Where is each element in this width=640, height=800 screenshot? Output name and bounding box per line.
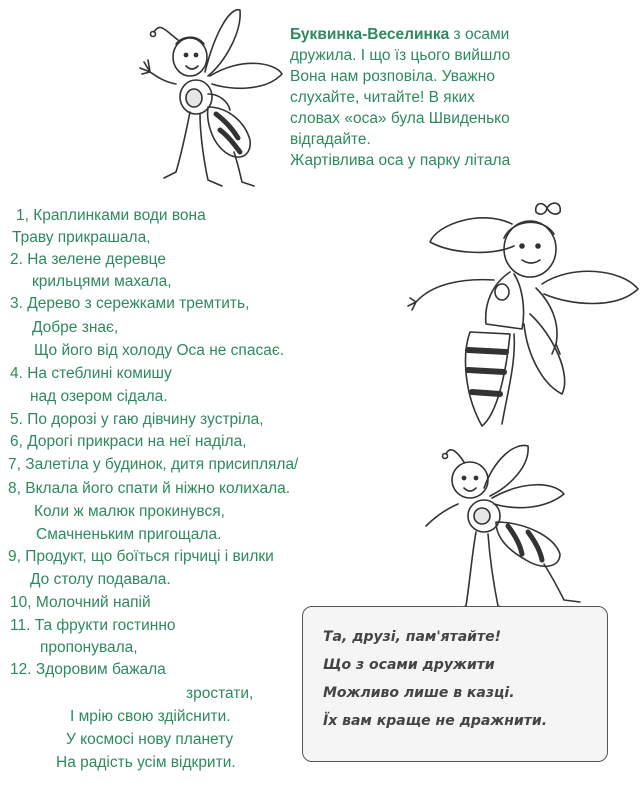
poem-line: 11. Та фрукти гостинно xyxy=(10,617,176,634)
poem-line: 9, Продукт, що боїться гірчиці і вилки xyxy=(8,548,274,565)
poem-line: пропонувала, xyxy=(40,639,138,656)
poem-line: Траву прикрашала, xyxy=(12,229,151,246)
poem-line: 12. Здоровим бажала xyxy=(10,661,166,678)
poem-line: 8, Вклала його спати й ніжно колихала. xyxy=(8,480,291,497)
moral-box xyxy=(302,606,608,762)
poem-line: 1, Краплинками води вона xyxy=(16,207,206,224)
intro-title: Буквинка-Веселинка xyxy=(290,26,450,43)
poem-line: 2. На зелене деревце xyxy=(10,251,167,268)
moral-line: Що з осами дружити xyxy=(323,657,495,673)
poem-line: Смачненьким пригощала. xyxy=(36,526,222,543)
poem-line: І мрію свою здійснити. xyxy=(70,708,231,725)
moral-line: Можливо лише в казці. xyxy=(323,685,515,701)
poem-line: 4. На стеблині комишу xyxy=(10,365,172,382)
intro-text xyxy=(290,24,630,171)
intro-line: Жартівлива оса у парку літала xyxy=(290,152,511,169)
poem-line: Добре знає, xyxy=(32,319,119,336)
wasp-standing-icon xyxy=(404,440,604,616)
poem-line: У космосі нову планету xyxy=(66,731,234,748)
poem-line: 7, Залетіла у будинок, дитя присипляла/ xyxy=(8,456,299,473)
poem-line: 5. По дорозі у гаю дівчину зустріла, xyxy=(10,411,264,428)
wasp-waving-icon xyxy=(120,2,290,202)
intro-line: словах «оса» була Швиденько xyxy=(290,110,510,127)
moral-line: Та, друзі, пам'ятайте! xyxy=(323,629,501,645)
poem-line: Коли ж малюк прокинувся, xyxy=(34,503,225,520)
intro-line: дружила. І що їз цього вийшло xyxy=(290,47,511,64)
poem-line: 6, Дорогі прикраси на неї наділа, xyxy=(10,433,247,450)
intro-line: слухайте, читайте! В яких xyxy=(290,89,475,106)
intro-line: з осами xyxy=(449,26,510,43)
intro-line: Вона нам розповіла. Уважно xyxy=(290,68,495,85)
moral-line: Їх вам краще не дражнити. xyxy=(323,713,548,729)
poem-line: Що його від холоду Оса не спасає. xyxy=(34,342,285,359)
poem-line: 10, Молочний напій xyxy=(10,594,151,611)
poem-line: На радість усім відкрити. xyxy=(56,754,236,771)
poem-line: До столу подавала. xyxy=(30,571,171,588)
wasp-girl-icon xyxy=(402,194,640,434)
poem-line: 3. Дерево з сережками тремтить, xyxy=(10,295,250,312)
poem-line: зростати, xyxy=(186,685,254,702)
poem-line: над озером сідала. xyxy=(30,388,168,405)
intro-line: відгадайте. xyxy=(290,131,371,148)
poem-line: крильцями махала, xyxy=(32,273,172,290)
